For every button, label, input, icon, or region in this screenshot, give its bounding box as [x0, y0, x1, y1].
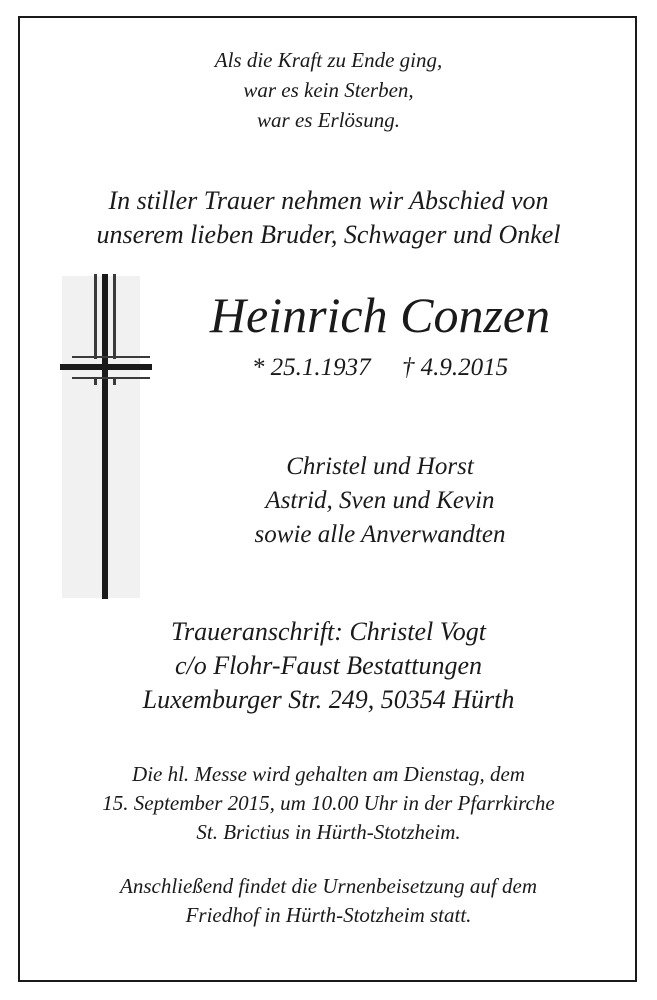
address-line: c/o Flohr-Faust Bestattungen	[174, 651, 483, 680]
burial-line: Friedhof in Hürth-Stotzheim statt.	[185, 903, 472, 927]
mass-line: Die hl. Messe wird gehalten am Dienstag, dem	[132, 762, 525, 786]
address-line: Luxemburger Str. 249, 50354 Hürth	[142, 685, 515, 714]
family-line: sowie alle Anverwandten	[254, 521, 506, 548]
address-line: Traueranschrift: Christel Vogt	[171, 617, 486, 646]
verse-line: war es Erlösung.	[257, 108, 400, 132]
verse-line: Als die Kraft zu Ende ging,	[214, 48, 443, 72]
mass-line: St. Brictius in Hürth-Stotzheim.	[196, 820, 461, 844]
intro-line: In stiller Trauer nehmen wir Abschied von	[108, 186, 549, 215]
deceased-name: Heinrich Conzen	[209, 287, 551, 343]
intro-line: unserem lieben Bruder, Schwager und Onkel	[96, 220, 561, 249]
verse-line: war es kein Sterben,	[243, 78, 414, 102]
life-dates: * 25.1.1937 † 4.9.2015	[251, 354, 509, 381]
burial-line: Anschließend findet die Urnenbeisetzung auf dem	[120, 874, 537, 898]
family-line: Astrid, Sven und Kevin	[265, 487, 495, 514]
mass-line: 15. September 2015, um 10.00 Uhr in der Pfarrkirche	[102, 791, 555, 815]
family-line: Christel und Horst	[286, 453, 474, 480]
